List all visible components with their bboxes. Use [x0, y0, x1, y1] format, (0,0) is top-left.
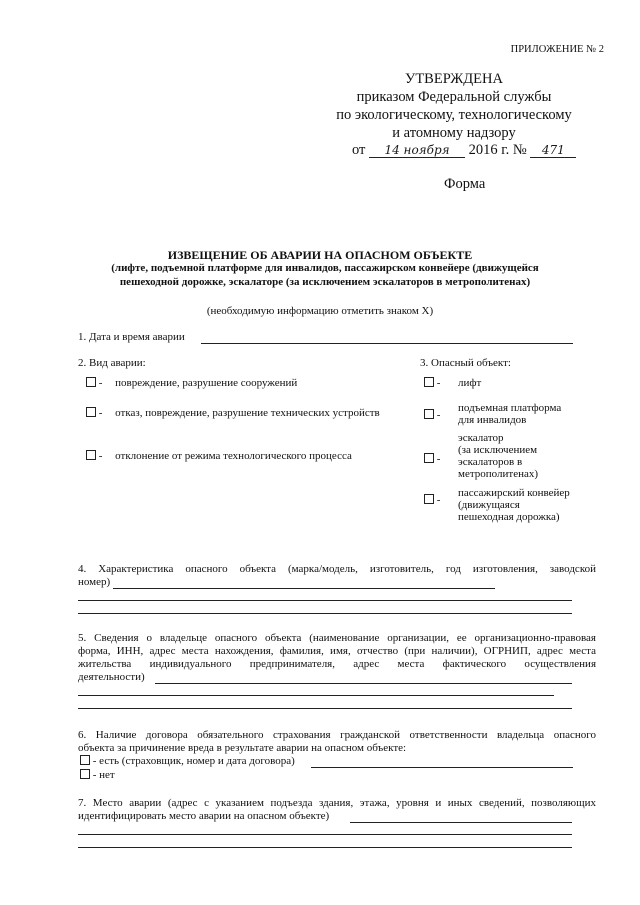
approval-from-label: от	[352, 142, 366, 158]
form-title: ИЗВЕЩЕНИЕ ОБ АВАРИИ НА ОПАСНОМ ОБЪЕКТЕ	[167, 248, 473, 262]
field5-line2: форма, ИНН, адрес места нахождения, фамилия, имя, отчество (при наличии), ОГРНИП, адрес места	[78, 645, 596, 657]
insurance-option-no[interactable]	[80, 769, 115, 781]
field5-input-line-3[interactable]	[78, 708, 572, 709]
object-option-platform-label: подъемная платформа для инвалидов	[458, 402, 562, 426]
field5-line4: деятельности)	[78, 671, 145, 683]
checkbox[interactable]	[80, 755, 90, 765]
approval-year-label: 2016 г. №	[468, 142, 527, 158]
approval-date-handwritten: 14 ноября	[369, 143, 465, 158]
accident-option-3-label: отклонение от режима технологического процесса	[115, 450, 352, 462]
checkbox[interactable]	[86, 407, 96, 417]
approval-line1: приказом Федеральной службы	[356, 89, 552, 105]
approval-block	[320, 70, 588, 142]
object-option-platform[interactable]: -	[424, 409, 440, 421]
checkbox[interactable]	[424, 409, 434, 419]
field1-input-line[interactable]	[201, 343, 573, 344]
insurance-option-yes[interactable]	[80, 755, 295, 767]
object-option-escalator[interactable]: -	[424, 453, 440, 465]
object-option-conveyor-label: пассажирский конвейер (движущаяся пешеходная дорожка)	[458, 487, 570, 523]
form-subtitle-line2: пешеходной дорожке, эскалаторе (за исключением эскалаторов в метрополитенах)	[119, 276, 531, 288]
object-option-lift[interactable]: -	[424, 377, 440, 389]
form-note: (необходимую информацию отметить знаком Х)	[206, 305, 434, 317]
appendix-label: ПРИЛОЖЕНИЕ № 2	[510, 44, 604, 55]
approval-number-handwritten: 471	[530, 143, 576, 158]
field5-line1: 5. Сведения о владельце опасного объекта (наименование организации, ее организационно-правовая	[78, 632, 596, 644]
field7-line1: 7. Место аварии (адрес с указанием подъезда здания, этажа, уровня и иных сведений, позволяющих	[78, 797, 596, 809]
accident-option-3[interactable]: - отклонение от режима технологического процесса	[86, 450, 352, 462]
accident-option-2[interactable]: - отказ, повреждение, разрушение технических устройств	[86, 407, 380, 419]
object-option-escalator-label: эскалатор (за исключением эскалаторов в метрополитенах)	[458, 432, 539, 480]
field6-line2: объекта за причинение вреда в результате аварии на опасном объекте:	[78, 742, 407, 754]
insurance-option-no-label: - нет	[92, 769, 115, 781]
field7-input-line-1[interactable]	[350, 822, 572, 823]
field7-input-line-2[interactable]	[78, 834, 572, 835]
field6-input-line-1[interactable]	[311, 767, 573, 768]
accident-option-1[interactable]: - повреждение, разрушение сооружений	[86, 377, 297, 389]
field4-line1: 4. Характеристика опасного объекта (марка/модель, изготовитель, год изготовления, заводской	[78, 563, 596, 575]
field7-input-line-3[interactable]	[78, 847, 572, 848]
field7-line2: идентифицировать место аварии на опасном объекте)	[78, 810, 330, 822]
form-label: Форма	[444, 176, 486, 192]
checkbox[interactable]	[424, 494, 434, 504]
checkbox[interactable]	[424, 377, 434, 387]
object-option-conveyor[interactable]: -	[424, 494, 440, 506]
field4-input-line-1[interactable]	[113, 588, 495, 589]
field2-label: 2. Вид аварии:	[78, 357, 146, 369]
approval-line2: по экологическому, технологическому	[336, 107, 572, 123]
approval-line3: и атомному надзору	[392, 125, 516, 141]
accident-option-2-label: отказ, повреждение, разрушение технических устройств	[115, 407, 380, 419]
checkbox[interactable]	[86, 377, 96, 387]
field4-line2: номер)	[78, 576, 111, 588]
approval-date-line	[352, 142, 632, 159]
field5-input-line-1[interactable]	[155, 683, 572, 684]
object-option-lift-label: лифт	[458, 377, 482, 389]
field5-line3: жительства индивидуального предпринимателя, адрес места фактического осуществления	[78, 658, 596, 670]
checkbox[interactable]	[86, 450, 96, 460]
field1-label: 1. Дата и время аварии	[78, 331, 185, 343]
field3-label: 3. Опасный объект:	[420, 357, 511, 369]
approval-approved: УТВЕРЖДЕНА	[405, 71, 503, 87]
checkbox[interactable]	[424, 453, 434, 463]
insurance-option-yes-label: - есть (страховщик, номер и дата договора)	[92, 755, 295, 767]
field4-input-line-3[interactable]	[78, 613, 572, 614]
field5-input-line-2[interactable]	[78, 695, 554, 696]
field6-line1: 6. Наличие договора обязательного страхования гражданской ответственности владельца опасного	[78, 729, 596, 741]
accident-option-1-label: повреждение, разрушение сооружений	[115, 377, 298, 389]
checkbox[interactable]	[80, 769, 90, 779]
form-subtitle-line1: (лифте, подъемной платформе для инвалидов, пассажирском конвейере (движущейся	[111, 262, 539, 274]
field4-input-line-2[interactable]	[78, 600, 572, 601]
